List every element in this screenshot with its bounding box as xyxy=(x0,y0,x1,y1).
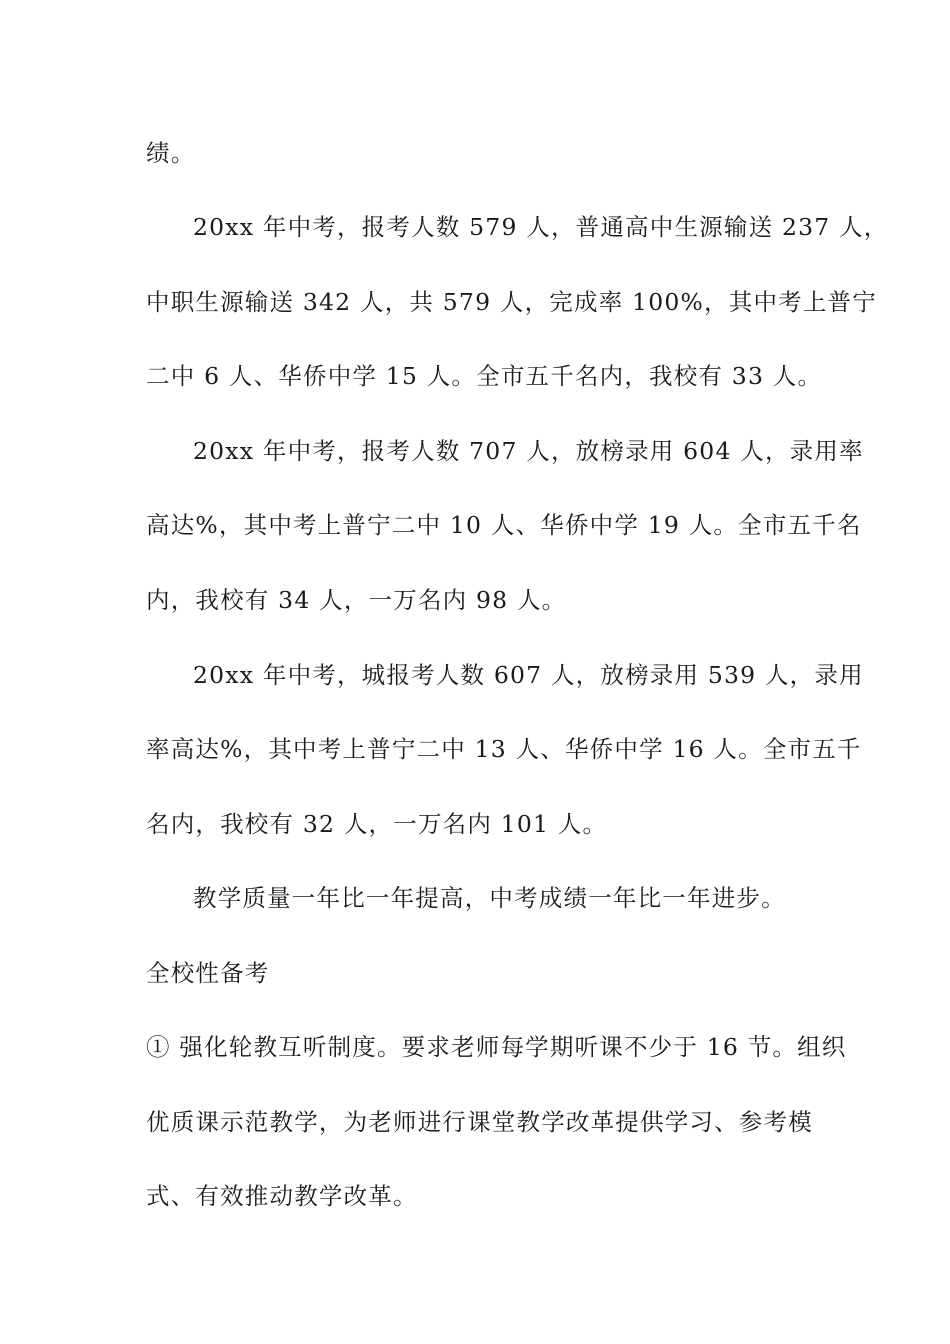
paragraph-line: 高达%，其中考上普宁二中 10 人、华侨中学 19 人。全市五千名 xyxy=(146,511,862,539)
paragraph-line: ① 强化轮教互听制度。要求老师每学期听课不少于 16 节。组织 xyxy=(146,1033,847,1061)
paragraph-line: 二中 6 人、华侨中学 15 人。全市五千名内，我校有 33 人。 xyxy=(146,362,823,390)
paragraph-line: 式、有效推动教学改革。 xyxy=(146,1182,418,1210)
paragraph-line: 内，我校有 34 人，一万名内 98 人。 xyxy=(146,586,567,614)
paragraph-line: 率高达%，其中考上普宁二中 13 人、华侨中学 16 人。全市五千 xyxy=(146,735,862,763)
paragraph-line: 20xx 年中考，城报考人数 607 人，放榜录用 539 人，录用 xyxy=(193,661,864,689)
paragraph-line: 名内，我校有 32 人，一万名内 101 人。 xyxy=(146,810,608,838)
paragraph-line: 20xx 年中考，报考人数 707 人，放榜录用 604 人，录用率 xyxy=(193,437,864,465)
paragraph-line: 教学质量一年比一年提高，中考成绩一年比一年进步。 xyxy=(193,884,786,912)
section-heading: 全校性备考 xyxy=(146,959,270,987)
paragraph-line: 中职生源输送 342 人，共 579 人，完成率 100%，其中考上普宁 xyxy=(146,288,877,316)
paragraph-line: 绩。 xyxy=(146,139,196,167)
paragraph-line: 20xx 年中考，报考人数 579 人，普通高中生源输送 237 人， xyxy=(193,213,889,241)
paragraph-line: 优质课示范教学，为老师进行课堂教学改革提供学习、参考模 xyxy=(146,1108,813,1136)
